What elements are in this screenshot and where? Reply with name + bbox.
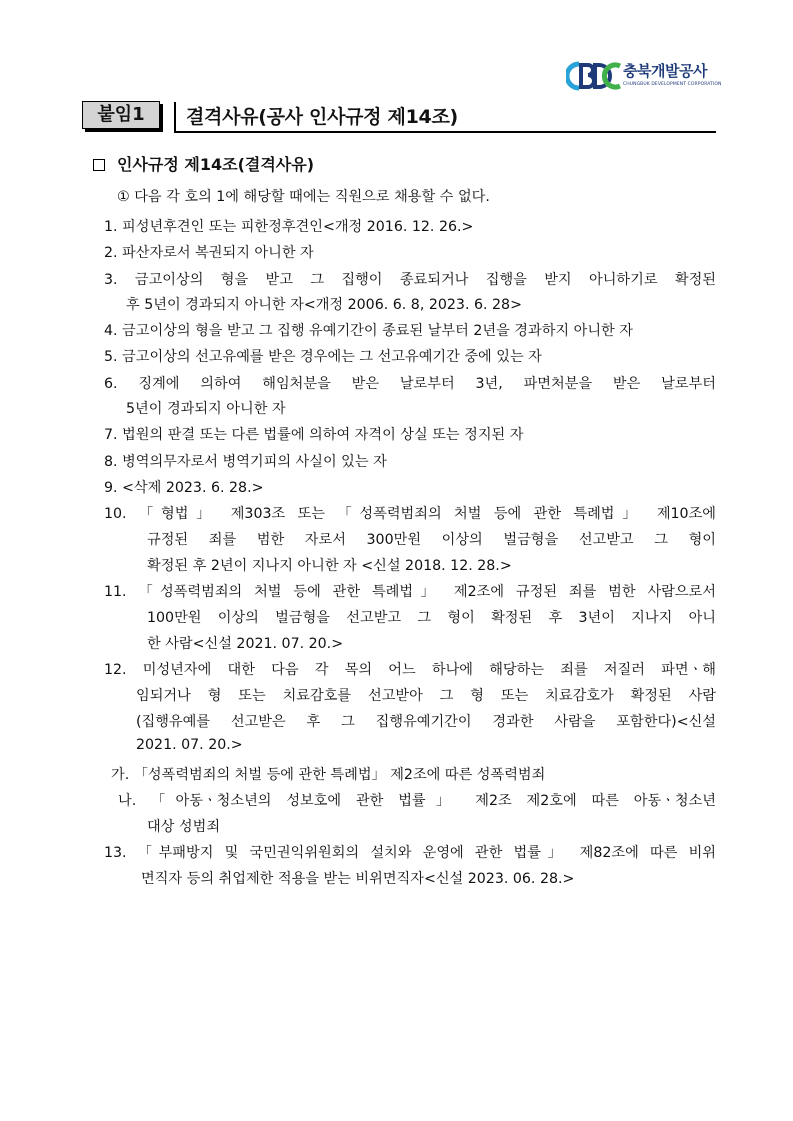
list-item-12-line-3: (집행유예를 선고받은 후 그 집행유예기간이 경과한 사람을 포함한다)<신설 [136, 714, 716, 730]
cbdc-logo-mark-icon [566, 58, 622, 94]
intro-paragraph: ① 다음 각 호의 1에 해당할 때에는 직원으로 채용할 수 없다. [117, 189, 490, 205]
attachment-tag: 붙임1 [82, 101, 160, 129]
list-item-7: 7. 법원의 판결 또는 다른 법률에 의하여 자격이 상실 또는 정지된 자 [104, 427, 524, 443]
section-title-text: 인사규정 제14조(결격사유) [117, 155, 315, 174]
list-item-12-line-2: 임되거나 형 또는 치료감호를 선고받아 그 형 또는 치료감호가 확정된 사람 [136, 688, 716, 704]
header-underline [174, 131, 716, 133]
list-item-5: 5. 금고이상의 선고유예를 받은 경우에는 그 선고유예기간 중에 있는 자 [104, 349, 542, 365]
logo-company-name: 충북개발공사 [623, 62, 707, 80]
logo-company-subtitle: CHUNGBUK DEVELOPMENT CORPORATION [623, 82, 722, 87]
document-header [82, 101, 716, 132]
list-item-10-line-3: 확정된 후 2년이 지나지 아니한 자 <신설 2018. 12. 28.> [147, 558, 512, 574]
list-item-3-line-1: 3. 금고이상의 형을 받고 그 집행이 종료되거나 집행을 받지 아니하기로 확정된 [104, 272, 716, 288]
list-item-4: 4. 금고이상의 형을 받고 그 집행 유예기간이 종료된 날부터 2년을 경과하지 아니한 자 [104, 323, 633, 339]
list-subitem-ga: 가. 「성폭력범죄의 처벌 등에 관한 특례법」 제2조에 따른 성폭력범죄 [111, 767, 546, 783]
list-item-10-line-2: 규정된 죄를 범한 자로서 300만원 이상의 벌금형을 선고받고 그 형이 [147, 532, 716, 548]
list-item-6-line-2: 5년이 경과되지 아니한 자 [126, 401, 286, 417]
list-item-13-line-1: 13. 「부패방지 및 국민권익위원회의 설치와 운영에 관한 법률」 제82조에 따른 비위 [104, 845, 716, 861]
list-item-2: 2. 파산자로서 복권되지 아니한 자 [104, 245, 314, 261]
list-item-8: 8. 병역의무자로서 병역기피의 사실이 있는 자 [104, 454, 387, 470]
list-item-11-line-1: 11. 「성폭력범죄의 처벌 등에 관한 특례법」 제2조에 규정된 죄를 범한 사람으로서 [104, 584, 716, 600]
section-heading [93, 152, 314, 175]
list-subitem-na-line-2: 대상 성범죄 [147, 819, 221, 835]
list-item-10-line-1: 10. 「형법」 제303조 또는 「성폭력범죄의 처벌 등에 관한 특례법」 제10조에 [104, 506, 716, 522]
list-item-11-line-2: 100만원 이상의 벌금형을 선고받고 그 형이 확정된 후 3년이 지나지 아니 [147, 610, 716, 626]
list-item-12-line-1: 12. 미성년자에 대한 다음 각 목의 어느 하나에 해당하는 죄를 저질러 파면ㆍ해 [104, 662, 716, 678]
square-bullet-icon [93, 159, 105, 171]
list-subitem-na-line-1: 나. 「아동ㆍ청소년의 성보호에 관한 법률」 제2조 제2호에 따른 아동ㆍ청소년 [118, 793, 716, 809]
list-item-12-line-4: 2021. 07. 20.> [136, 737, 243, 753]
list-item-11-line-3: 한 사람<신설 2021. 07. 20.> [147, 636, 344, 652]
header-divider [174, 102, 176, 131]
list-item-3-line-2: 후 5년이 경과되지 아니한 자<개정 2006. 6. 8, 2023. 6. 28> [126, 297, 522, 313]
list-item-13-line-2: 면직자 등의 취업제한 적용을 받는 비위면직자<신설 2023. 06. 28.> [141, 871, 575, 887]
page-title: 결격사유(공사 인사규정 제14조) [186, 106, 458, 128]
company-logo [566, 58, 722, 94]
list-item-1: 1. 피성년후견인 또는 피한정후견인<개정 2016. 12. 26.> [104, 219, 474, 235]
list-item-9: 9. <삭제 2023. 6. 28.> [104, 480, 264, 496]
list-item-6-line-1: 6. 징계에 의하여 해임처분을 받은 날로부터 3년, 파면처분을 받은 날로부터 [104, 376, 716, 392]
